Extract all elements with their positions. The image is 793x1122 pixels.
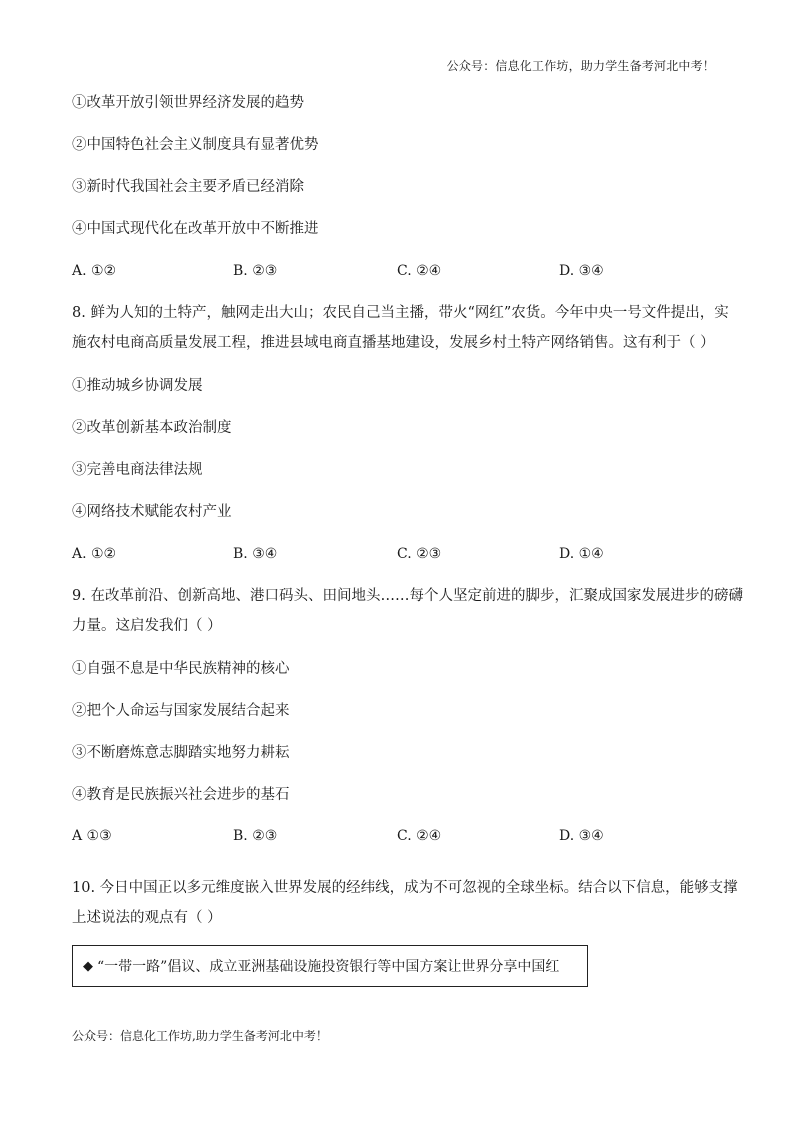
q8-item-4: ④网络技术赋能农村产业 xyxy=(72,504,232,520)
prev-item-1: ①改革开放引领世界经济发展的趋势 xyxy=(72,95,304,111)
header-note: 公众号：信息化工作坊，助力学生备考河北中考！ xyxy=(446,59,715,73)
footer-note: 公众号：信息化工作坊,助力学生备考河北中考！ xyxy=(72,1029,328,1043)
prev-item-2: ②中国特色社会主义制度具有显著优势 xyxy=(72,137,319,153)
q9-option-b: B. ②③ xyxy=(233,828,278,844)
prev-options xyxy=(72,261,722,281)
q9-options xyxy=(72,826,722,846)
q8-item-3: ③完善电商法律法规 xyxy=(72,462,203,478)
prev-option-a: A. ①② xyxy=(72,263,117,279)
prev-item-4: ④中国式现代化在改革开放中不断推进 xyxy=(72,221,319,237)
q8-item-1: ①推动城乡协调发展 xyxy=(72,378,203,394)
q8-stem-line1: 8. 鲜为人知的土特产，触网走出大山；农民自己当主播，带火“网红”农货。今年中央一号文件提出，实 xyxy=(72,305,729,321)
q10-stem-line1: 10. 今日中国正以多元维度嵌入世界发展的经纬线，成为不可忽视的全球坐标。结合以下信息，能够支撑 xyxy=(72,880,738,896)
q8-option-c: C. ②③ xyxy=(397,546,442,562)
q10-info-box xyxy=(72,945,588,987)
prev-item-3: ③新时代我国社会主要矛盾已经消除 xyxy=(72,179,304,195)
prev-option-b: B. ②③ xyxy=(233,263,278,279)
diamond-bullet-icon: ◆ xyxy=(83,958,93,974)
q8-option-b: B. ③④ xyxy=(233,546,278,562)
q8-options xyxy=(72,544,722,564)
prev-option-d: D. ③④ xyxy=(559,263,604,279)
q9-item-2: ②把个人命运与国家发展结合起来 xyxy=(72,703,290,719)
q9-option-a: A ①③ xyxy=(72,828,112,844)
q9-item-4: ④教育是民族振兴社会进步的基石 xyxy=(72,787,290,803)
q10-info-text: “一带一路”倡议、成立亚洲基础设施投资银行等中国方案让世界分享中国红 xyxy=(97,959,560,975)
q9-item-3: ③不断磨炼意志脚踏实地努力耕耘 xyxy=(72,745,290,761)
q8-item-2: ②改革创新基本政治制度 xyxy=(72,420,232,436)
q8-stem-line2: 施农村电商高质量发展工程，推进县域电商直播基地建设，发展乡村土特产网络销售。这有利于（ ） xyxy=(72,335,715,351)
prev-option-c: C. ②④ xyxy=(397,263,442,279)
q8-option-d: D. ①④ xyxy=(559,546,604,562)
q9-option-c: C. ②④ xyxy=(397,828,442,844)
q9-option-d: D. ③④ xyxy=(559,828,604,844)
q10-stem-line2: 上述说法的观点有（ ） xyxy=(72,910,222,926)
q9-item-1: ①自强不息是中华民族精神的核心 xyxy=(72,661,290,677)
q9-stem-line1: 9. 在改革前沿、创新高地、港口码头、田间地头……每个人坚定前进的脚步，汇聚成国家发展进步的磅礴 xyxy=(72,588,743,604)
q9-stem-line2: 力量。这启发我们（ ） xyxy=(72,618,222,634)
q8-option-a: A. ①② xyxy=(72,546,117,562)
